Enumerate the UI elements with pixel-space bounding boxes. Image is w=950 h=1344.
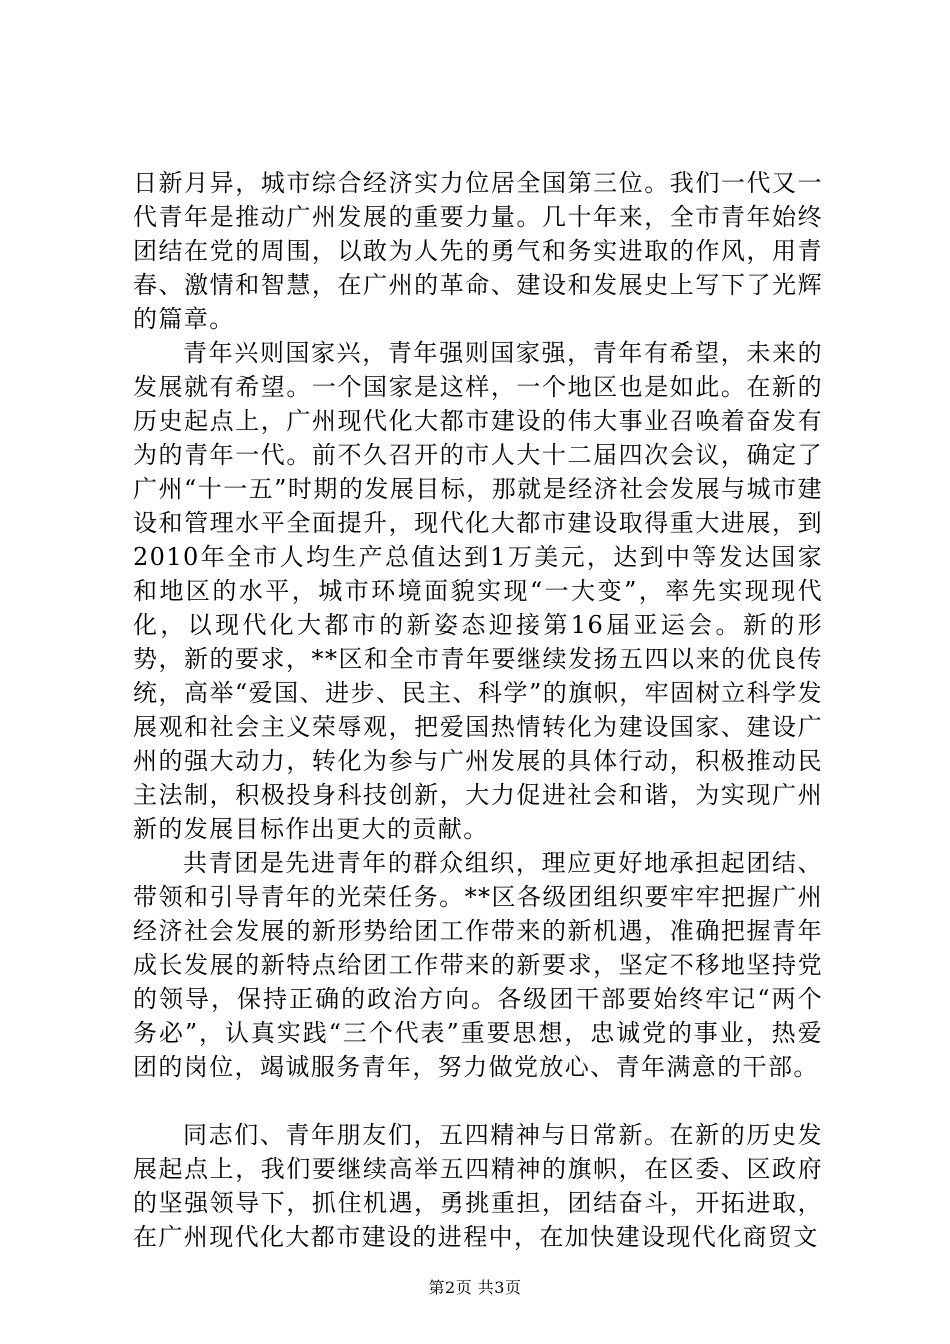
document-body (133, 166, 823, 1254)
paragraph-2: 青年兴则国家兴，青年强则国家强，青年有希望，未来的发展就有希望。一个国家是这样，一个地区也是如此。在新的历史起点上，广州现代化大都市建设的伟大事业召唤着奋发有为的青年一代。前不久召开的市人大十二届四次会议，确定了广州“十一五”时期的发展目标，那就是经济社会发展与城市建设和管理水平全面提升，现代化大都市建设取得重大进展，到2010年全市人均生产总值达到1万美元，达到中等发达国家和地区的水平，城市环境面貌实现“一大变”，率先实现现代化，以现代化大都市的新姿态迎接第16届亚运会。新的形势，新的要求，**区和全市青年要继续发扬五四以来的优良传统，高举“爱国、进步、民主、科学”的旗帜，牢固树立科学发展观和社会主义荣辱观，把爱国热情转化为建设国家、建设广州的强大动力，转化为参与广州发展的具体行动，积极推动民主法制，积极投身科技创新，大力促进社会和谐，为实现广州新的发展目标作出更大的贡献。 (133, 339, 823, 843)
paragraph-3: 共青团是先进青年的群众组织，理应更好地承担起团结、带领和引导青年的光荣任务。**区各级团组织要牢牢把握广州经济社会发展的新形势给团工作带来的新机遇，准确把握青年成长发展的新特点给团工作带来的新要求，坚定不移地坚持党的领导，保持正确的政治方向。各级团干部要始终牢记“两个务必”，认真实践“三个代表”重要思想，忠诚党的事业，热爱团的岗位，竭诚服务青年，努力做党放心、青年满意的干部。 (133, 849, 823, 1081)
page-number-footer: 第2页 共3页 (428, 1278, 522, 1297)
paragraph-spacer (133, 1084, 823, 1118)
paragraph-4: 同志们、青年朋友们，五四精神与日常新。在新的历史发展起点上，我们要继续高举五四精神的旗帜，在区委、区政府的坚强领导下，抓住机遇，勇挑重担，团结奋斗，开拓进取，在广州现代化大都市建设的进程中，在加快建设现代化商贸文 (133, 1121, 823, 1251)
paragraph-1: 日新月异，城市综合经济实力位居全国第三位。我们一代又一代青年是推动广州发展的重要力量。几十年来，全市青年始终团结在党的周围，以敢为人先的勇气和务实进取的作风，用青春、激情和智慧，在广州的革命、建设和发展史上写下了光辉的篇章。 (133, 169, 823, 333)
